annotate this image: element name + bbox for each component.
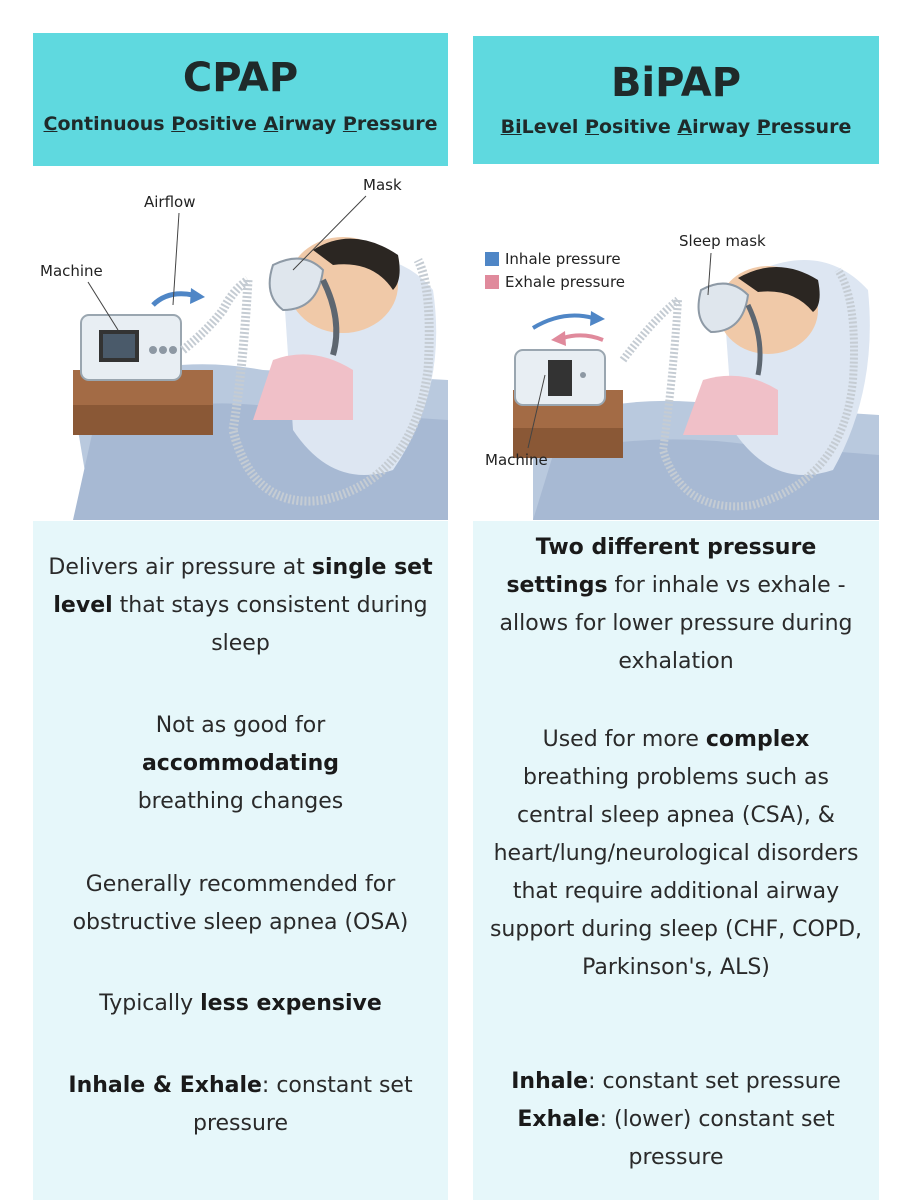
bipap-header xyxy=(473,36,879,164)
cpap-point-1: Delivers air pressure at single set level that stays consistent during sleep xyxy=(48,555,433,656)
bipap-text-panel xyxy=(473,521,879,1200)
legend-exhale xyxy=(485,273,625,291)
exhale-swatch xyxy=(485,275,499,289)
bipap-label-sleep-mask: Sleep mask xyxy=(679,232,766,250)
legend-inhale xyxy=(485,250,621,268)
cpap-point-5: Inhale & Exhale: constant set pressure xyxy=(68,1073,413,1136)
bipap-illustration xyxy=(473,200,879,520)
inhale-swatch xyxy=(485,252,499,266)
cpap-text-panel xyxy=(33,521,448,1200)
legend-exhale-label: Exhale pressure xyxy=(505,273,626,291)
bipap-point-1: Two different pressure settings for inhale vs exhale - allows for lower pressure during exhalation xyxy=(499,535,853,674)
cpap-point-2: Not as good for accommodating breathing changes xyxy=(137,713,344,814)
bipap-subtitle: BiLevel Positive Airway Pressure xyxy=(500,116,852,138)
bipap-title: BiPAP xyxy=(610,60,742,106)
bipap-label-machine: Machine xyxy=(485,451,548,469)
cpap-illustration xyxy=(33,170,448,520)
cpap-title: CPAP xyxy=(182,55,299,101)
bipap-point-3: Inhale: constant set pressure Exhale: (lower) constant set pressure xyxy=(511,1069,841,1170)
cpap-point-4: Typically less expensive xyxy=(99,991,382,1016)
cpap-label-airflow: Airflow xyxy=(144,193,196,211)
cpap-point-3: Generally recommended for obstructive sleep apnea (OSA) xyxy=(72,872,409,935)
cpap-label-mask: Mask xyxy=(363,176,402,194)
cpap-header xyxy=(33,33,448,166)
cpap-leader-lines xyxy=(33,170,448,520)
cpap-subtitle: Continuous Positive Airway Pressure xyxy=(43,113,438,135)
bipap-leader-lines xyxy=(473,200,879,520)
bipap-point-2: Used for more complex breathing problems such as central sleep apnea (CSA), & heart/lung/neurological disorders that require additional airway support during sleep (CHF, COPD, Parkinson's, ALS) xyxy=(489,727,863,980)
legend-inhale-label: Inhale pressure xyxy=(505,250,621,268)
cpap-label-machine: Machine xyxy=(40,262,103,280)
